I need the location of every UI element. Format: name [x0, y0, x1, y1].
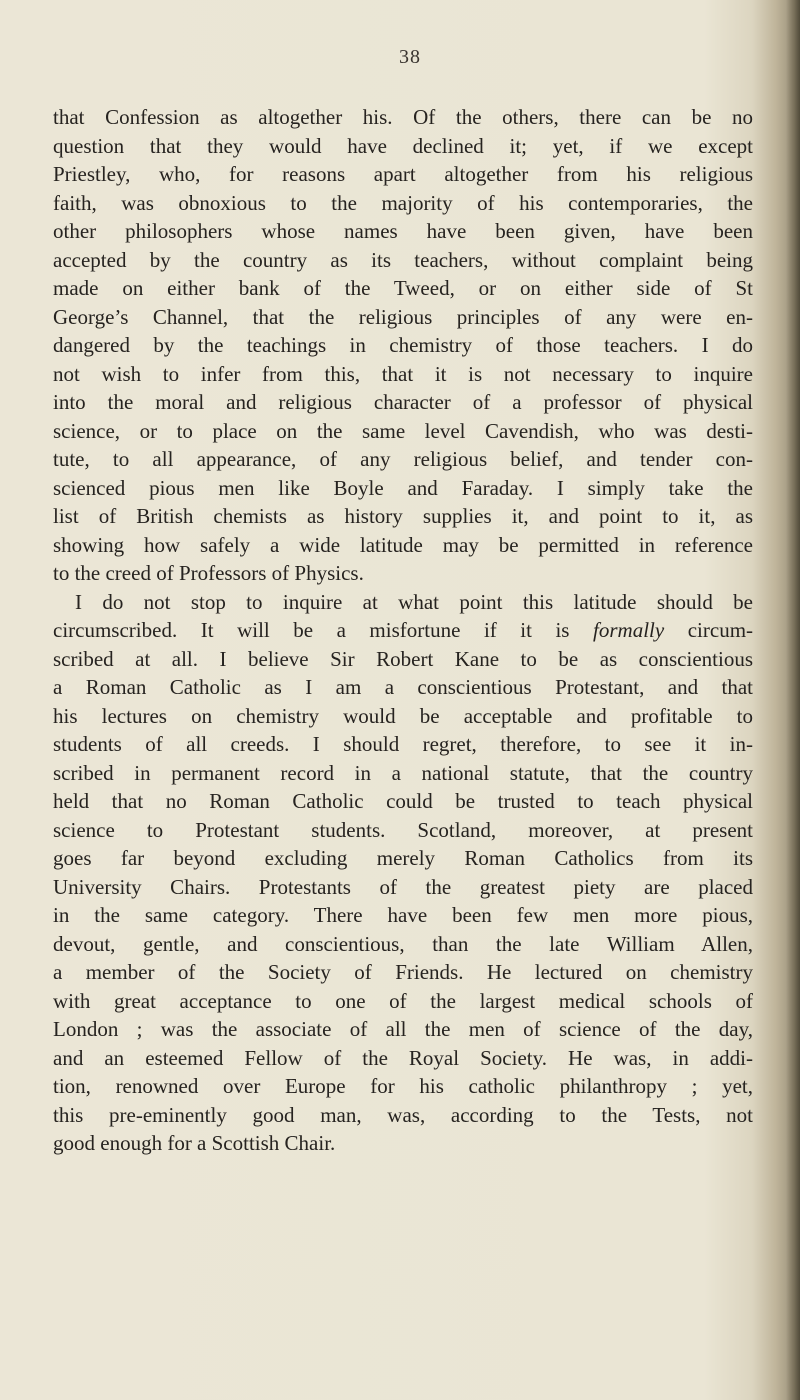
text-line: in the same category. There have been few men more pious, — [53, 903, 753, 927]
text-line: and an esteemed Fellow of the Royal Society. He was, in addi- — [53, 1045, 753, 1070]
emphasized-word: formally — [593, 618, 665, 642]
text-line: students of all creeds. I should regret, therefore, to see it in- — [53, 732, 753, 756]
text-line: a Roman Catholic as I am a conscientious Protestant, and that — [53, 675, 753, 699]
body-text — [53, 103, 753, 1158]
text-line: made on either bank of the Tweed, or on either side of St — [53, 276, 753, 300]
text-line: George’s Channel, that the religious principles of any were en- — [53, 304, 753, 329]
text-line: London ; was the associate of all the men of science of the day, — [53, 1017, 753, 1041]
text-line: devout, gentle, and conscientious, than the late William Allen, — [53, 931, 753, 956]
text-line: question that they would have declined it; yet, if we except — [53, 133, 753, 158]
text-line: goes far beyond excluding merely Roman Catholics from its — [53, 846, 753, 870]
text-line: scribed at all. I believe Sir Robert Kane to be as conscientious — [53, 646, 753, 671]
text-line: showing how safely a wide latitude may be permitted in reference — [53, 532, 753, 557]
text-line: tion, renowned over Europe for his catholic philanthropy ; yet, — [53, 1074, 753, 1098]
text-line: scienced pious men like Boyle and Faraday. I simply take the — [53, 475, 753, 500]
text-line: that Confession as altogether his. Of the others, there can be no — [53, 105, 753, 129]
text-line: his lectures on chemistry would be acceptable and profitable to — [53, 703, 753, 728]
text-line: scribed in permanent record in a national statute, that the country — [53, 760, 753, 785]
text-line: tute, to all appearance, of any religious belief, and tender con- — [53, 447, 753, 471]
text-line: science, or to place on the same level Cavendish, who was desti- — [53, 418, 753, 443]
page-number: 38 — [399, 46, 421, 68]
text-line: this pre-eminently good man, was, according to the Tests, not — [53, 1102, 753, 1127]
text-line: accepted by the country as its teachers, without complaint being — [53, 247, 753, 272]
paragraph-end-line: good enough for a Scottish Chair. — [53, 1131, 336, 1155]
page-edge-shadow — [786, 0, 800, 1400]
paragraph-start-line: I do not stop to inquire at what point this latitude should be — [75, 589, 753, 614]
text-line: dangered by the teachings in chemistry of those teachers. I do — [53, 333, 753, 357]
text-segment: circum- — [687, 618, 753, 642]
text-line: other philosophers whose names have been given, have been — [53, 219, 753, 243]
text-line-with-emphasis — [53, 616, 753, 645]
text-line: held that no Roman Catholic could be trusted to teach physical — [53, 789, 753, 813]
text-line: into the moral and religious character of a professor of physical — [53, 390, 753, 414]
text-line: a member of the Society of Friends. He lectured on chemistry — [53, 960, 753, 984]
text-line: Priestley, who, for reasons apart altogether from his religious — [53, 162, 753, 186]
text-line: science to Protestant students. Scotland, moreover, at present — [53, 817, 753, 842]
text-segment: circumscribed. It will be a misfortune if it is — [53, 618, 570, 642]
text-line: faith, was obnoxious to the majority of his contemporaries, the — [53, 190, 753, 215]
paragraph-end-line: to the creed of Professors of Physics. — [53, 561, 364, 585]
text-line: University Chairs. Protestants of the greatest piety are placed — [53, 874, 753, 899]
text-line: not wish to infer from this, that it is not necessary to inquire — [53, 361, 753, 386]
text-line: list of British chemists as history supplies it, and point to it, as — [53, 504, 753, 528]
text-line: with great acceptance to one of the largest medical schools of — [53, 988, 753, 1013]
